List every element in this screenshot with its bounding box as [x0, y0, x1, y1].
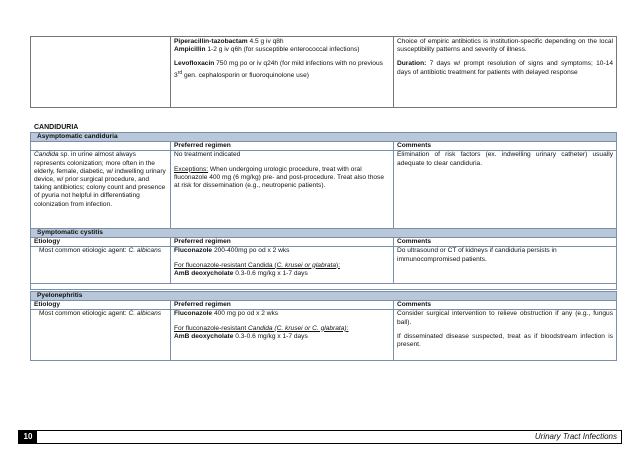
comments-cell: Elimination of risk factors (ex. indwelling urinary catheter) usually adequate to clear candiduria.	[394, 151, 617, 230]
footer-title: Urinary Tract Infections	[534, 432, 617, 441]
section-header-row	[31, 133, 617, 142]
resistance-end: ):	[336, 261, 341, 269]
table-row	[31, 151, 617, 230]
table-row	[31, 310, 617, 361]
regimen-cell	[171, 37, 394, 108]
drug-dose: 4.5 g iv q8h	[247, 38, 284, 45]
regimen-text: No treatment indicated	[174, 151, 241, 159]
etiology-cell	[31, 310, 171, 361]
etiology-cell	[31, 247, 171, 284]
drug-name: AmB deoxycholate	[174, 269, 234, 277]
resistance-end: :	[346, 324, 349, 332]
resistance-text: For fluconazole-resistant	[174, 324, 249, 332]
drug-dose: 0.3-0.6 mg/kg x 1-7 days	[233, 332, 308, 340]
page-footer	[18, 430, 622, 444]
section-header-row	[31, 292, 617, 301]
organism-name: C. albicans	[128, 310, 162, 318]
drug-name: AmB deoxycholate	[174, 332, 234, 340]
table-row	[31, 37, 617, 108]
organism-name: Candida	[34, 151, 59, 159]
organism-name: C. krusei or glabrata	[276, 261, 336, 269]
page-number: 10	[19, 431, 37, 443]
drug-dose: 750 mg po or iv q24h (for mild infections with no previous 3	[174, 60, 383, 79]
drug-dose: 200-400mg po od x 2 wks	[212, 247, 290, 255]
etiology-text: Most common etiologic agent:	[39, 247, 129, 255]
spacer-row	[31, 284, 617, 290]
column-header-etiology: Etiology	[31, 301, 171, 310]
comments-cell: Do ultrasound or CT of kidneys if candiduria persists in immunocompromised patients.	[394, 247, 617, 284]
organism-name: Candida (C. krusei or C. glabrata)	[248, 324, 347, 332]
column-header-comments: Comments	[394, 142, 617, 151]
description-text: sp. in urine almost always represents colonization; more often in the elderly, female, diabetic, w/ indwelling urinary device, w/ prior surgical procedure, and taking antibiotics; colony count and presence of pyuria not helpful in differentiating colonization from infection.	[34, 151, 166, 208]
organism-name: C. albicans	[128, 247, 162, 255]
column-header-etiology: Etiology	[31, 238, 171, 247]
column-header-regimen: Preferred regimen	[171, 238, 394, 247]
symptomatic-cystitis-table	[30, 228, 617, 290]
duration-label: Duration:	[397, 60, 427, 68]
drug-name: Levofloxacin	[174, 60, 215, 68]
regimen-cell	[171, 247, 394, 284]
regimen-cell	[171, 151, 394, 230]
exceptions-text: When undergoing urologic procedure, treat with oral fluconazole 400 mg (6 mg/kg) pre- and post-procedure. Treat also those at risk for dissemination (e.g., neutropenic patients).	[174, 165, 385, 190]
comment-text: Choice of empiric antibiotics is institution-specific depending on the local susceptibility patterns and severity of illness.	[397, 38, 613, 54]
asymptomatic-candiduria-table	[30, 132, 617, 236]
column-header-row	[31, 142, 617, 151]
section-header: Pyelonephritis	[31, 292, 617, 301]
column-header-row	[31, 238, 617, 247]
section-header: Asymptomatic candiduria	[31, 133, 617, 142]
column-header-row	[31, 301, 617, 310]
column-header-comments: Comments	[394, 301, 617, 310]
superscript: rd	[177, 69, 183, 76]
table-row	[31, 247, 617, 284]
column-header-empty	[31, 142, 171, 151]
regimen-cell	[171, 310, 394, 361]
drug-dose: 400 mg po od x 2 wks	[212, 310, 279, 318]
etiology-text: Most common etiologic agent:	[39, 310, 129, 318]
comments-cell	[394, 37, 617, 108]
column-header-regimen: Preferred regimen	[171, 142, 394, 151]
comment-text: If disseminated disease suspected, treat as if bloodstream infection is present.	[397, 332, 614, 349]
duration-text: 7 days w/ prompt resolution of signs and symptoms; 10-14 days of antibiotic treatment for patients with delayed response	[397, 60, 613, 76]
comments-cell	[394, 310, 617, 361]
section-header-row	[31, 229, 617, 238]
column-header-regimen: Preferred regimen	[171, 301, 394, 310]
description-cell	[31, 151, 171, 230]
spacer-cell	[31, 284, 617, 290]
drug-name: Ampicillin	[174, 46, 206, 54]
section-header: Symptomatic cystitis	[31, 229, 617, 238]
drug-name: Fluconazole	[174, 247, 213, 255]
drug-dose: 0.3-0.6 mg/kg x 1-7 days	[233, 269, 308, 277]
exceptions-label: Exceptions:	[174, 165, 209, 173]
drug-dose: 1-2 g iv q6h (for susceptible enterococcal infections)	[205, 46, 360, 54]
top-continuation-table	[30, 36, 617, 108]
section-title: CANDIDURIA	[34, 124, 79, 131]
empty-cell	[31, 37, 171, 108]
drug-name: Piperacillin-tazobactam	[174, 38, 248, 45]
drug-dose-tail: gen. cephalosporin or fluoroquinolone use)	[182, 71, 309, 79]
pyelonephritis-table	[30, 291, 617, 361]
column-header-comments: Comments	[394, 238, 617, 247]
resistance-text: For fluconazole-resistant Candida (	[174, 261, 277, 269]
comment-text: Consider surgical intervention to relieve obstruction if any (e.g., fungus ball).	[397, 310, 614, 326]
drug-name: Fluconazole	[174, 310, 213, 318]
